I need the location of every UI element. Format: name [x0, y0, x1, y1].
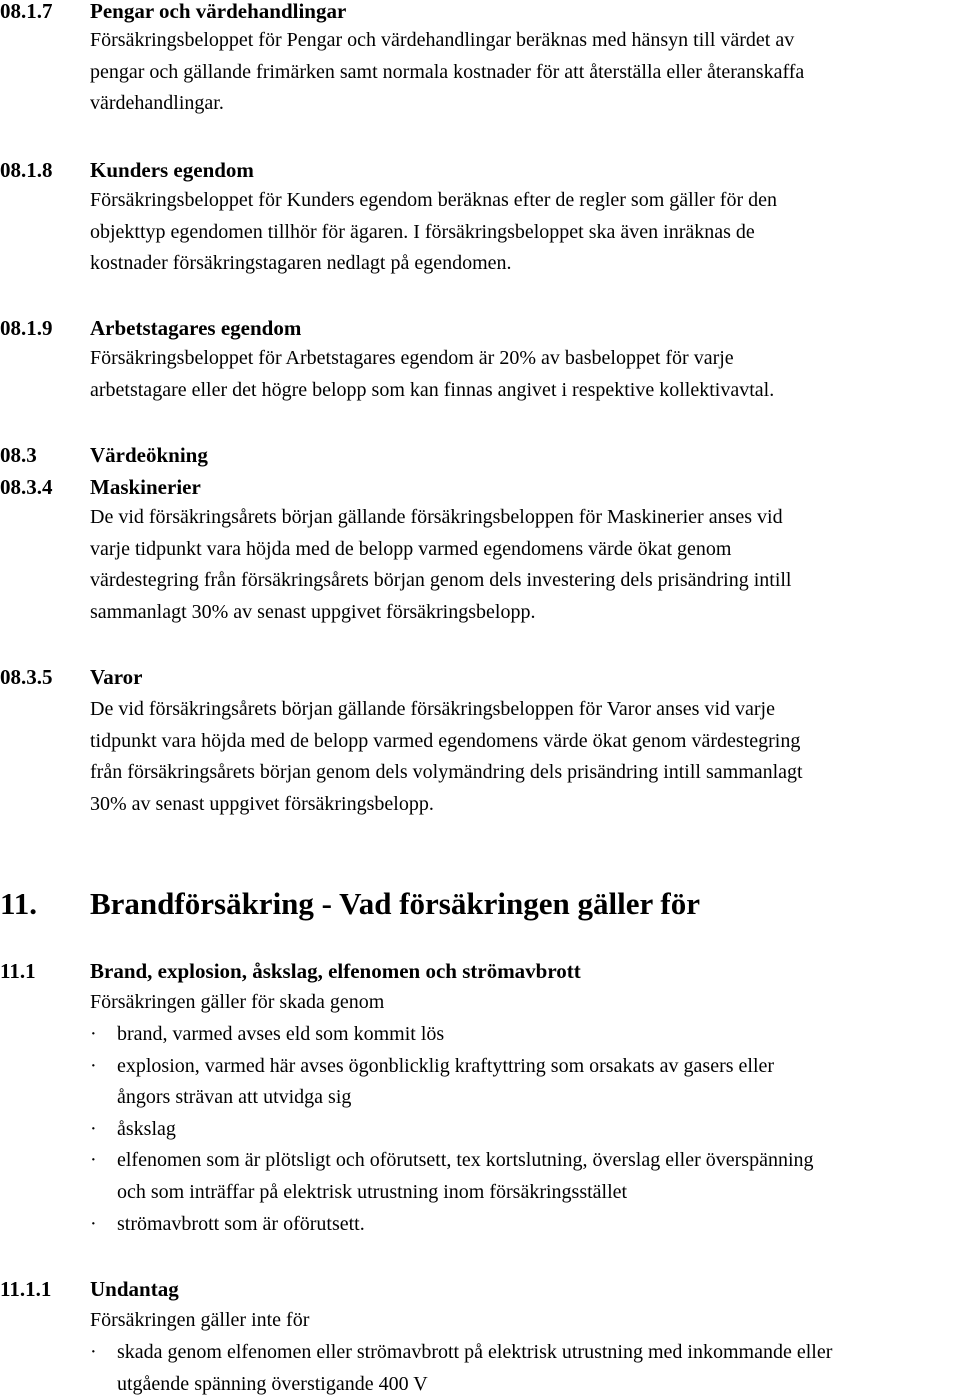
body-line: Försäkringsbeloppet för Kunders egendom beräknas efter de regler som gäller för den: [90, 189, 777, 211]
body-line: sammanlagt 30% av senast uppgivet försäkringsbelopp.: [90, 600, 536, 623]
section-title: Arbetstagares egendom: [90, 316, 302, 340]
section-title: Värdeökning: [90, 443, 208, 467]
section-number: 08.3.5: [0, 665, 53, 689]
list-item: [90, 1209, 960, 1241]
list-item: [90, 1114, 960, 1146]
intro-line: Försäkringen gäller inte för: [90, 1309, 310, 1331]
body-line: värdestegring från försäkringsårets början genom dels investering dels prisändring intill: [90, 569, 792, 592]
section-body: [90, 25, 950, 120]
section-number: 11.1.1: [0, 1277, 52, 1301]
section-title: Undantag: [90, 1277, 179, 1301]
body-line: objekttyp egendomen tillhör för ägaren. I försäkringsbeloppet ska även inräknas de: [90, 220, 755, 243]
item-line: ångors strävan att utvidga sig: [117, 1086, 352, 1109]
list-item: [90, 1145, 960, 1208]
body-line: De vid försäkringsårets början gällande försäkringsbeloppen för Maskinerier anses vid: [90, 506, 783, 528]
intro-line: Försäkringen gäller för skada genom: [90, 991, 385, 1013]
section-number: 08.3.4: [0, 475, 53, 499]
item-line: och som inträffar på elektrisk utrustning inom försäkringsstället: [117, 1180, 628, 1203]
body-line: Försäkringsbeloppet för Arbetstagares egendom är 20% av basbeloppet för varje: [90, 347, 734, 369]
section-title: Maskinerier: [90, 475, 201, 499]
body-line: varje tidpunkt vara höjda med de belopp varmed egendomens värde ökat genom: [90, 537, 732, 560]
section-body: [90, 343, 950, 406]
body-line: kostnader försäkringstagaren nedlagt på egendomen.: [90, 252, 512, 275]
section-body: [90, 502, 950, 628]
body-line: arbetstagare eller det högre belopp som kan finnas angivet i respektive kollektivavtal.: [90, 378, 775, 401]
list-item: [90, 1051, 960, 1114]
body-line: 30% av senast uppgivet försäkringsbelopp.: [90, 792, 434, 815]
section-intro: [90, 987, 950, 1019]
item-line: skada genom elfenomen eller strömavbrott på elektrisk utrustning med inkommande eller: [117, 1341, 833, 1363]
item-line: utgående spänning överstigande 400 V: [117, 1372, 428, 1395]
section-number: 08.1.7: [0, 0, 53, 23]
bullet-mark: ·: [90, 1023, 97, 1045]
body-line: värdehandlingar.: [90, 92, 224, 115]
bullet-mark: ·: [90, 1054, 97, 1077]
chapter-number: 11.: [0, 886, 38, 921]
bullet-mark: ·: [90, 1149, 97, 1172]
section-number: 08.3: [0, 443, 37, 467]
section-number: 08.1.8: [0, 158, 53, 182]
item-line: elfenomen som är plötsligt och oförutsett, tex kortslutning, överslag eller överspänning: [117, 1149, 814, 1172]
item-line: brand, varmed avses eld som kommit lös: [117, 1023, 445, 1045]
item-line: åskslag: [117, 1117, 176, 1140]
list-item: [90, 1337, 960, 1400]
bullet-list: [90, 1019, 960, 1240]
section-body: [90, 694, 950, 820]
bullet-mark: ·: [90, 1117, 97, 1140]
item-line: strömavbrott som är oförutsett.: [117, 1212, 365, 1235]
body-line: Försäkringsbeloppet för Pengar och värdehandlingar beräknas med hänsyn till värdet av: [90, 29, 795, 51]
section-title: Brand, explosion, åskslag, elfenomen och strömavbrott: [90, 959, 581, 983]
bullet-mark: ·: [90, 1212, 97, 1235]
body-line: pengar och gällande frimärken samt normala kostnader för att återställa eller återanskaffa: [90, 60, 805, 83]
chapter-title: Brandförsäkring - Vad försäkringen gäller för: [90, 886, 700, 921]
section-title: Varor: [90, 665, 143, 689]
body-line: från försäkringsårets början genom dels volymändring dels prisändring intill sammanlagt: [90, 761, 803, 784]
body-line: De vid försäkringsårets början gällande försäkringsbeloppen för Varor anses vid varje: [90, 698, 775, 720]
section-title: Kunders egendom: [90, 158, 254, 182]
bullet-mark: ·: [90, 1341, 97, 1363]
list-item: [90, 1019, 960, 1051]
section-number: 11.1: [0, 959, 36, 983]
section-title: Pengar och värdehandlingar: [90, 0, 347, 23]
section-number: 08.1.9: [0, 316, 53, 340]
body-line: tidpunkt vara höjda med de belopp varmed egendomens värde ökat genom värdestegring: [90, 729, 801, 752]
bullet-list: [90, 1337, 960, 1400]
section-body: [90, 185, 950, 280]
item-line: explosion, varmed här avses ögonblicklig kraftyttring som orsakats av gasers eller: [117, 1054, 775, 1077]
section-intro: [90, 1305, 950, 1337]
